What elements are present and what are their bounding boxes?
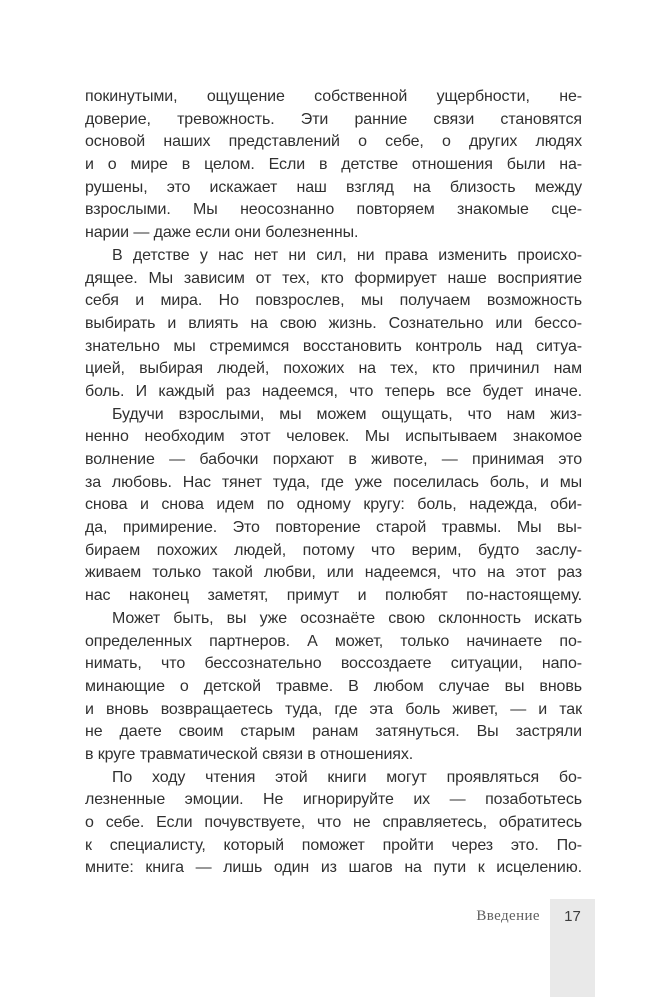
text-line: минающие о детской травме. В любом случае вы вновь: [85, 677, 582, 695]
paragraph: [85, 245, 582, 404]
text-line: нимать, что бессознательно воссоздаете ситуации, напо-: [85, 655, 582, 673]
text-line: лезненные эмоции. Не игнорируйте их — позаботьтесь: [85, 791, 582, 809]
text-line: в круге травматической связи в отношениях.: [85, 745, 414, 763]
text-line: живаем только такой любви, или надеемся, что на этот раз: [85, 564, 582, 582]
text-line: определенных партнеров. А может, только начинаете по-: [85, 632, 582, 650]
text-line: бираем похожих людей, потому что верим, будто заслу-: [85, 541, 582, 559]
page-number: 17: [564, 908, 581, 925]
paragraph: [85, 404, 582, 608]
text-line: цией, выбирая людей, похожих на тех, кто причинил нам: [85, 360, 582, 378]
text-line: выбирать и влиять на свою жизнь. Сознательно или бессо-: [85, 314, 582, 332]
text-line: себя и мира. Но повзрослев, мы получаем возможность: [85, 292, 582, 310]
text-line: боль. И каждый раз надеемся, что теперь все будет иначе.: [85, 382, 582, 400]
text-line: волнение — бабочки порхают в животе, — принимая это: [85, 451, 582, 468]
text-line: и вновь возвращаетесь туда, где эта боль живет, — и так: [85, 700, 582, 718]
text-line: нарии — даже если они болезненны.: [85, 224, 359, 242]
text-line: не даете своим старым ранам затянуться. Вы застряли: [85, 723, 582, 741]
text-line: нас наконец заметят, примут и полюбят по-настоящему.: [85, 587, 582, 605]
paragraph: [85, 767, 582, 880]
text-line: снова и снова идем по одному кругу: боль, надежда, оби-: [85, 496, 582, 514]
text-line: да, примирение. Это повторение старой травмы. Мы вы-: [85, 519, 582, 537]
text-line: По ходу чтения этой книги могут проявляться бо-: [112, 768, 582, 786]
text-line: рушены, это искажает наш взгляд на близость между: [85, 178, 582, 196]
text-line: о себе. Если почувствуете, что не справляетесь, обратитесь: [85, 814, 582, 831]
text-line: покинутыми, ощущение собственной ущербности, не-: [85, 88, 582, 105]
text-line: знательно мы стремимся восстановить контроль над ситуа-: [85, 337, 582, 355]
body-text: [85, 86, 582, 880]
text-line: дящее. Мы зависим от тех, кто формирует наше восприятие: [85, 269, 582, 287]
footer-section-label: Введение: [476, 908, 540, 924]
paragraph: [85, 608, 582, 767]
text-line: к специалисту, который поможет пройти через это. По-: [85, 836, 582, 854]
text-line: ненно необходим этот человек. Мы испытываем знакомое: [85, 428, 582, 446]
page-number-box: [550, 899, 595, 997]
text-line: мните: книга — лишь один из шагов на пути к исцелению.: [85, 859, 582, 877]
text-line: В детстве у нас нет ни сил, ни права изменить происхо-: [112, 246, 582, 264]
text-line: взрослыми. Мы неосознанно повторяем знакомые сце-: [85, 201, 582, 219]
text-line: Может быть, вы уже осознаёте свою склонность искать: [112, 609, 582, 627]
text-line: основой наших представлений о себе, о других людях: [85, 133, 582, 151]
paragraph: [85, 86, 582, 245]
text-line: Будучи взрослыми, мы можем ощущать, что нам жиз-: [112, 405, 582, 423]
text-line: и о мире в целом. Если в детстве отношения были на-: [85, 156, 582, 174]
text-line: за любовь. Нас тянет туда, где уже поселилась боль, и мы: [85, 473, 582, 491]
text-line: доверие, тревожность. Эти ранние связи становятся: [85, 110, 582, 128]
